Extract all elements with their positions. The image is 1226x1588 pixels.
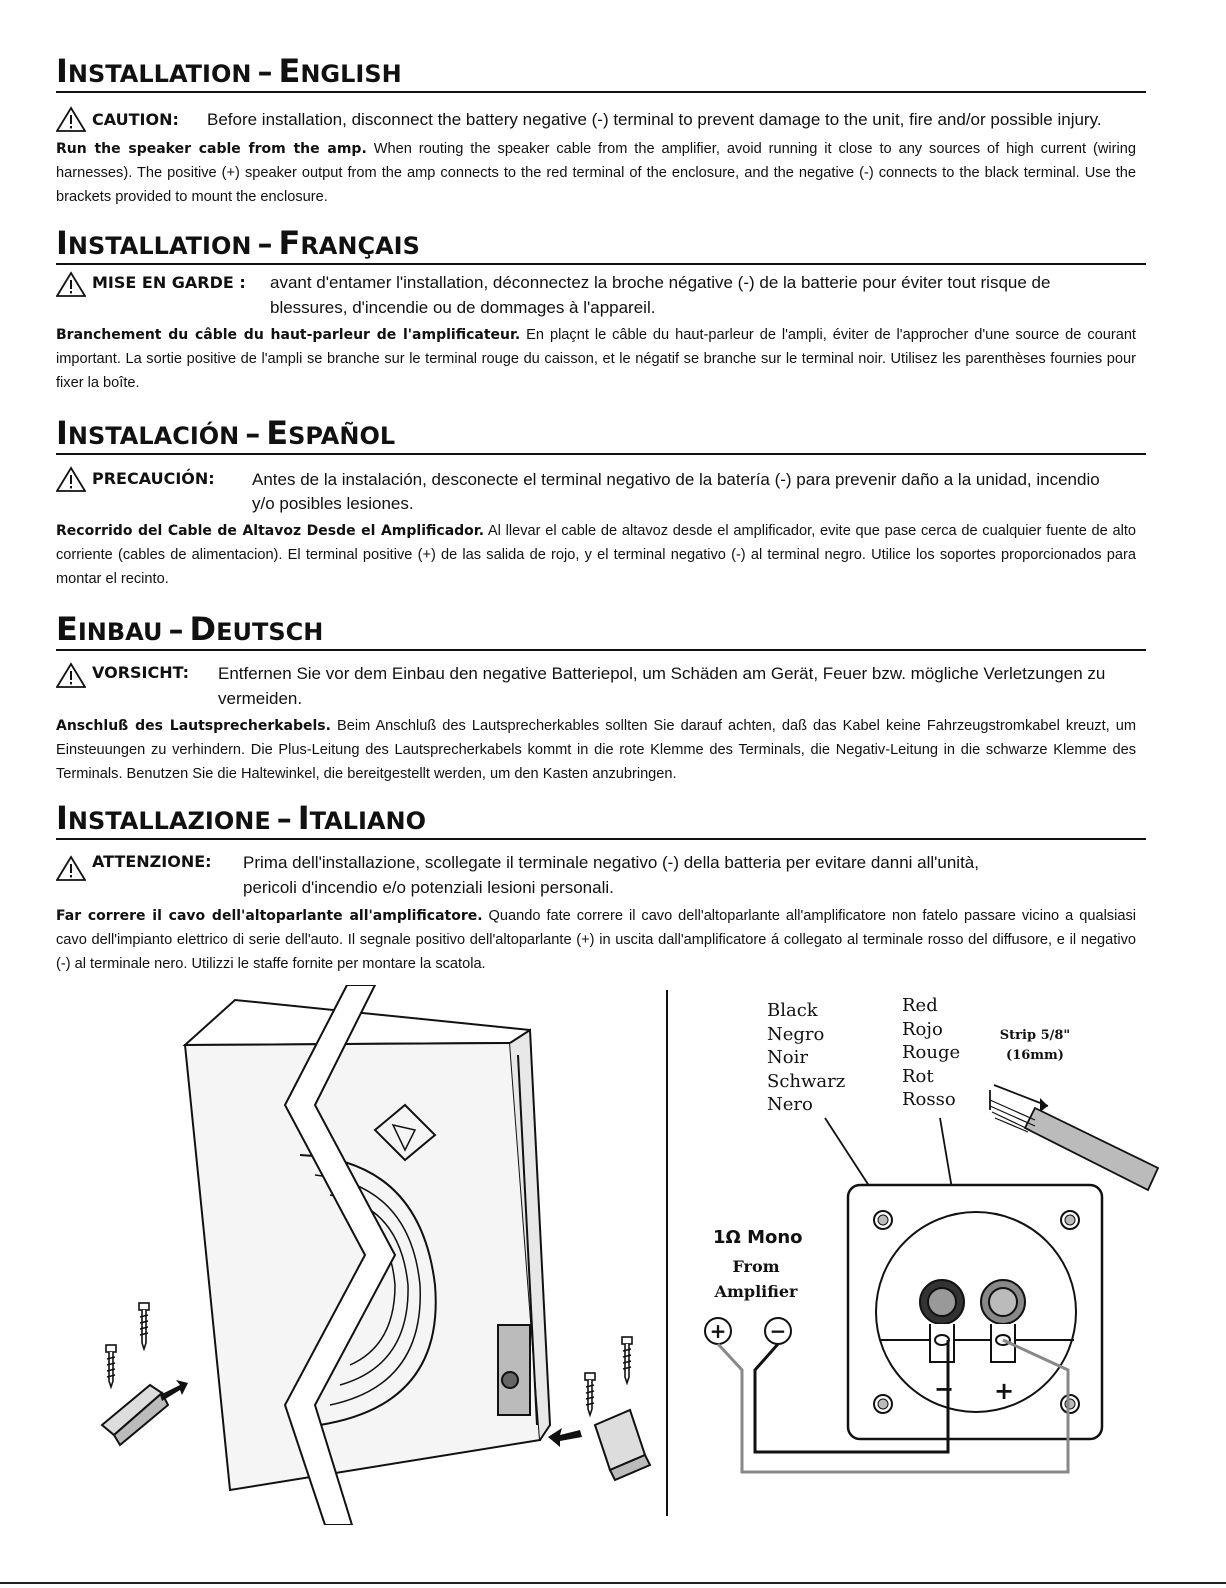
enclosure-illustration: [90, 985, 660, 1525]
column-divider: [666, 990, 668, 1516]
wiring-diagram: [690, 1040, 1160, 1480]
body-bold: Recorrido del Cable de Altavoz Desde el Amplificador.: [56, 523, 485, 539]
caution-text-line1: Antes de la instalación, desconecte el terminal negativo de la batería (-) para prevenir daño a la unidad, incendio: [252, 470, 1100, 489]
caution-label: CAUTION:: [92, 110, 179, 129]
body-paragraph: Far correre il cavo dell'altoparlante all'amplificatore. Quando fate correre il cavo dell'altoparlante all'amplificatore non fatelo passare vicino a qualsiasi cavo dell'impianto elettrico di serie dell'auto. Il segnale positivo dell'altoparlante (+) in uscita dall'amplificatore á collegato al terminale rosso del diffusore, e il negativo (-) al terminale nero. Utilizzi le staffe fornite per montare la scatola.: [56, 908, 1137, 972]
body-bold: Run the speaker cable from the amp.: [56, 141, 367, 157]
caution-text-line2: y/o posibles lesiones.: [252, 494, 414, 513]
black-terminal-labels: Black Negro Noir Schwarz Nero: [767, 1000, 846, 1115]
caution-text-line2: pericoli d'incendio e/o potenziali lesioni personali.: [243, 878, 614, 897]
page-bottom-rule: [0, 1582, 1226, 1584]
caution-label: VORSICHT:: [92, 663, 190, 682]
mono-impedance-label: 1Ω Mono: [713, 1227, 803, 1248]
section-heading-german: EINBAU – DEUTSCH: [56, 613, 1146, 651]
body-bold: Anschluß des Lautsprecherkabels.: [56, 718, 331, 734]
warning-icon: [56, 106, 86, 132]
section-heading-english: INSTALLATION – ENGLISH: [56, 55, 1146, 93]
body-paragraph: Branchement du câble du haut-parleur de l'amplificateur. En plaçnt le câble du haut-parleur de l'ampli, éviter de l'approcher d'une source de courant important. La sortie positive de l'ampli se branche sur le terminal rouge du caisson, et le négatif se branche sur le terminal noir. Utilisez les parenthèses fournies pour fixer la boîte.: [56, 327, 1136, 391]
caution-label: PRECAUCIÓN:: [92, 469, 215, 488]
caution-text-line2: blessures, d'incendie ou de dommages à l'appareil.: [270, 298, 656, 317]
caution-text-line1: avant d'entamer l'installation, déconnectez la broche négative (-) de la batterie pour éviter tout risque de: [270, 273, 1051, 292]
warning-icon: [56, 662, 86, 688]
caution-text-line1: Entfernen Sie vor dem Einbau den negative Batteriepol, um Schäden am Gerät, Feuer bzw. mögliche Verletzungen zu: [218, 664, 1106, 683]
body-bold: Branchement du câble du haut-parleur de l'amplificateur.: [56, 327, 521, 343]
body-paragraph: Anschluß des Lautsprecherkabels. Beim Anschluß des Lautsprecherkables sollten Sie darauf achten, daß das Kabel keine Fahrzeugstromkabel kreuzt, um Einsteuungen zu verhindern. Die Plus-Leitung des Lautsprecherkabels kommt in die rote Klemme des Terminals, die Negativ-Leitung in die schwarze Klemme des Terminals. Benutzen Sie die Haltewinkel, die bereitgestellt werden, um den Kasten anzubringen.: [56, 718, 1136, 782]
strip-length-label: Strip 5/8" (16mm): [999, 1028, 1071, 1063]
caution-text: Before installation, disconnect the battery negative (-) terminal to prevent damage to the unit, fire and/or possible injury.: [207, 110, 1102, 129]
svg-text:−: −: [769, 1319, 787, 1343]
caution-label: MISE EN GARDE :: [92, 273, 246, 292]
svg-text:+: +: [709, 1319, 727, 1343]
caution-text-line1: Prima dell'installazione, scollegate il terminale negativo (-) della batteria per evitare danni all'unità,: [243, 853, 979, 872]
warning-icon: [56, 271, 86, 297]
body-paragraph: Recorrido del Cable de Altavoz Desde el Amplificador. Al llevar el cable de altavoz desde el amplificador, evite que pase cerca de cualquier fuente de alto corriente (cables de alimentacion). El terminal positive (+) de las salida de rojo, y el terminal negativo (-) al terminal negro. Utilice los soportes proporcionados para montar el recinto.: [56, 523, 1137, 587]
positive-sign: +: [993, 1377, 1015, 1405]
warning-icon: [56, 855, 86, 881]
from-amplifier-label: From Amplifier: [714, 1257, 798, 1301]
warning-icon: [56, 466, 86, 492]
body-bold: Far correre il cavo dell'altoparlante all'amplificatore.: [56, 908, 483, 924]
negative-sign: −: [933, 1375, 955, 1403]
body-paragraph: Run the speaker cable from the amp. When routing the speaker cable from the amplifier, avoid running it close to any sources of high current (wiring harnesses). The positive (+) speaker output from the amp connects to the red terminal of the enclosure, and the negative (-) connects to the black terminal. Use the brackets provided to mount the enclosure.: [56, 141, 1136, 205]
caution-label: ATTENZIONE:: [92, 852, 212, 871]
red-terminal-labels: Red Rojo Rouge Rot Rosso: [902, 995, 961, 1110]
section-heading-french: INSTALLATION – FRANÇAIS: [56, 227, 1146, 265]
section-heading-spanish: INSTALACIÓN – ESPAÑOL: [56, 417, 1146, 455]
caution-text-line2: vermeiden.: [218, 689, 303, 708]
section-heading-italian: INSTALLAZIONE – ITALIANO: [56, 802, 1146, 840]
